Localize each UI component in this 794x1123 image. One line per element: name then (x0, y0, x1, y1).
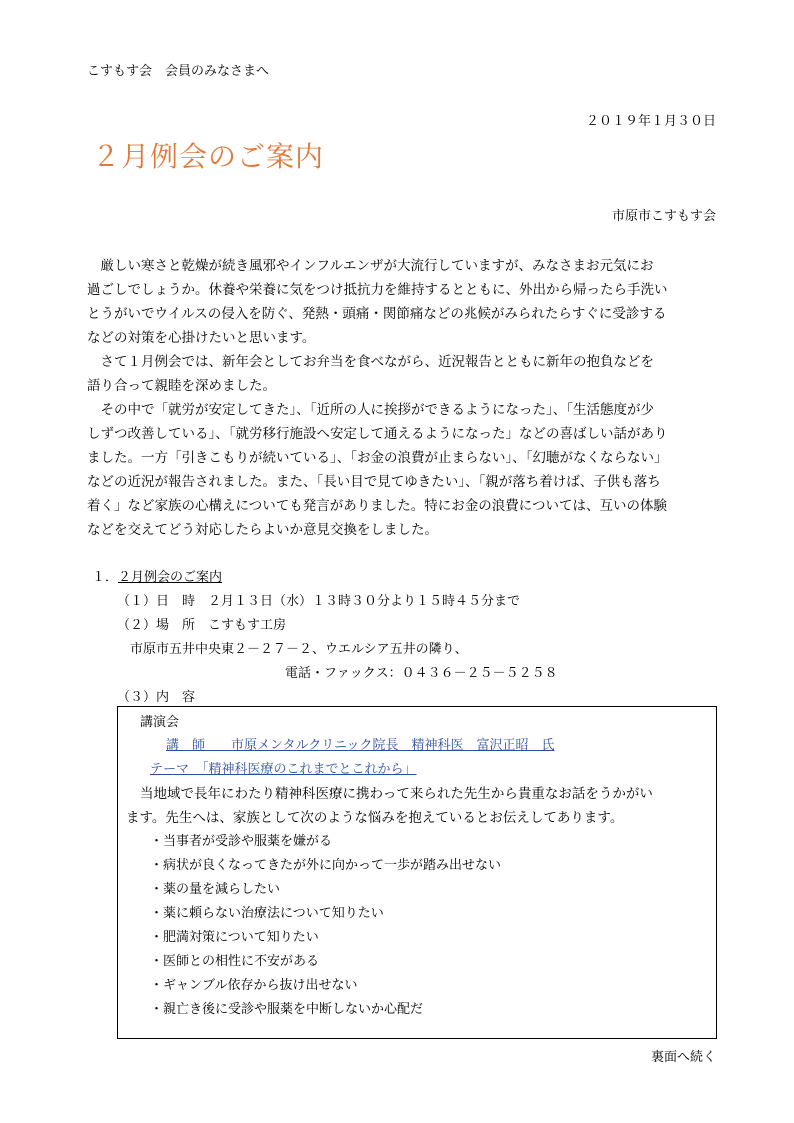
body-line: とうがいでウイルスの侵入を防ぐ、発熱・頭痛・関節痛などの兆候がみられたらすぐに受診する (87, 306, 667, 322)
body-line: ました。一方「引きこもりが続いている」、「お金の浪費が止まらない」、「幻聴がなくならない」 (87, 450, 668, 466)
content-box (117, 706, 717, 1039)
concern-item: ・ギャンブル依存から抜け出せない (150, 978, 358, 993)
concern-item: ・薬の量を減らしたい (150, 882, 281, 897)
concern-item: ・薬に頼らない治療法について知りたい (150, 906, 384, 921)
continued-note: 裏面へ続く (650, 1050, 716, 1065)
body-line: 着く」など家族の心構えについても発言がありました。特にお金の浪費については、互いの体験 (87, 498, 667, 514)
schedule-item: （１）日 時 ２月１３日（水）１３時３０分より１５時４５分まで (117, 594, 521, 609)
body-line: などの近況が報告されました。また、「長い目で見てゆきたい」、「親が落ち着けば、子供も落ち (87, 474, 661, 490)
section-number: １． (92, 570, 119, 585)
concern-item: ・肥満対策について知りたい (150, 930, 319, 945)
body-line: 語り合って親睦を深めました。 (87, 378, 276, 394)
venue-item: （２）場 所 こすもす工房 (117, 618, 287, 633)
body-line: しずつ改善している」、「就労移行施設へ安定して通えるようになった」などの喜ばしい話があり (87, 426, 668, 442)
body-line: などを交えてどう対応したらよいか意見交換をしました。 (87, 522, 438, 538)
intro-line: 当地域で長年にわたり精神科医療に携わって来られた先生から貴重なお話をうかがい (140, 786, 653, 802)
concern-item: ・当事者が受診や服薬を嫌がる (150, 834, 333, 849)
section-heading (92, 566, 222, 585)
concern-item: ・親亡き後に受診や服薬を中断しないか心配だ (150, 1002, 424, 1017)
lecturer-line: 講 師 市原メンタルクリニック院長 精神科医 富沢正昭 氏 (166, 738, 555, 753)
concern-item: ・医師との相性に不安がある (150, 954, 320, 969)
body-line: その中で「就労が安定してきた」、「近所の人に挨拶ができるようになった」、「生活態度が少 (87, 402, 654, 418)
body-line: 過ごしでしょうか。休養や栄養に気をつけ抵抗力を維持するとともに、外出から帰ったら手洗い (87, 282, 668, 298)
body-line: 厳しい寒さと乾燥が続き風邪やインフルエンザが大流行していますが、みなさまお元気にお (87, 258, 654, 274)
sender-line: 市原市こすもす会 (611, 209, 716, 224)
body-line: さて１月例会では、新年会としてお弁当を食べながら、近況報告とともに新年の抱負などを (87, 354, 654, 370)
body-line: などの対策を心掛けたいと思います。 (87, 330, 316, 346)
intro-line: ます。先生へは、家族として次のような悩みを抱えているとお伝えしてあります。 (126, 810, 624, 826)
concern-item: ・病状が良くなってきたが外に向かって一歩が踏み出せない (150, 858, 502, 873)
event-label: 講演会 (140, 715, 180, 730)
section-title: ２月例会のご案内 (118, 570, 223, 585)
date-line: ２０１９年１月３０日 (585, 114, 716, 129)
recipient-line: こすもす会 会員のみなさまへ (87, 64, 270, 79)
page-title: ２月例会のご案内 (92, 140, 325, 173)
theme-line: テーマ 「精神科医療のこれまでとこれから」 (150, 762, 417, 777)
phone-line: 電話・ファックス：０４３６－２５－５２５８ (285, 666, 558, 681)
content-item: （３）内 容 (117, 690, 196, 705)
address-line: 市原市五井中央東２－２７－２、ウエルシア五井の隣り、 (130, 642, 468, 657)
